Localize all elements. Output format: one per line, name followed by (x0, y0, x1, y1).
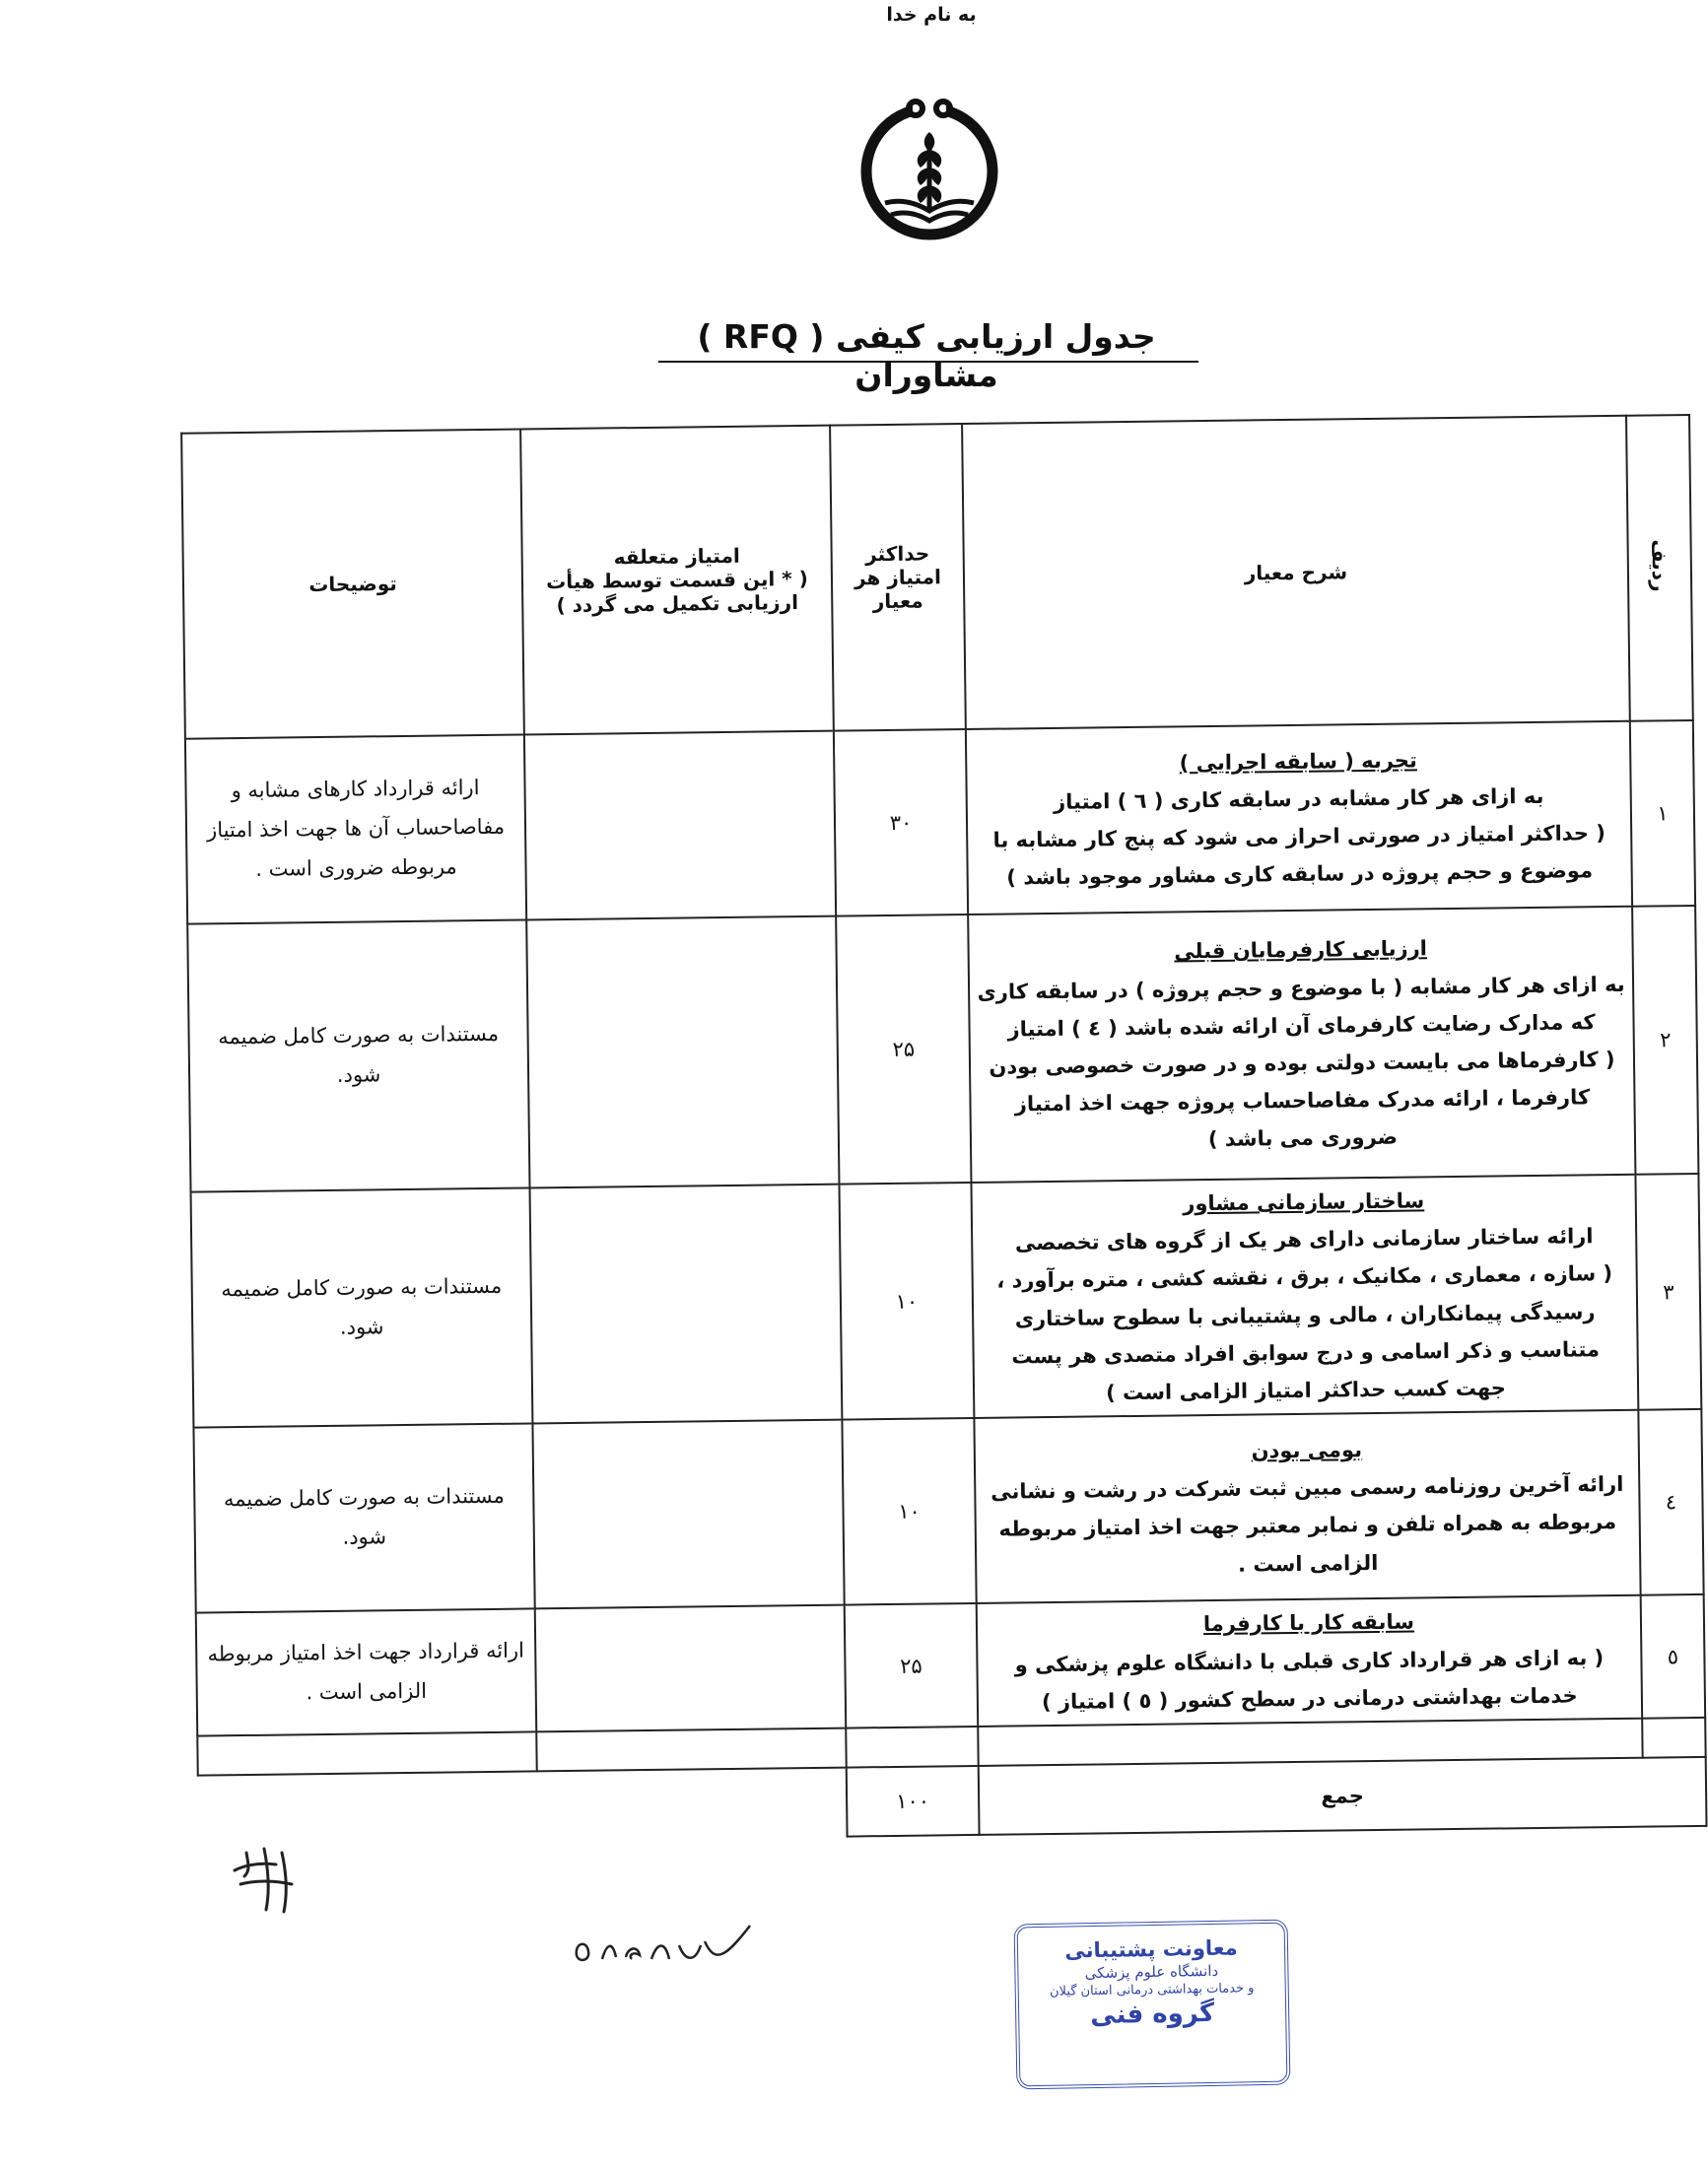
criterion-line: که مدارک رضایت کارفرمای آن ارائه شده باشد ( ٤ ) امتیاز (1007, 1010, 1596, 1042)
criterion-line: خدمات بهداشتی درمانی در سطح کشور ( ٥ ) امتیاز ) (1041, 1683, 1578, 1714)
criterion-line: به ازای هر کار مشابه در سابقه کاری ( ٦ ) امتیاز (1053, 783, 1544, 814)
evaluation-table (180, 414, 1707, 1846)
spacer-cell (197, 1731, 536, 1775)
spacer-cell (536, 1728, 846, 1772)
row-number: ۱ (1630, 720, 1695, 907)
criterion-description (977, 1595, 1642, 1727)
max-score: ۲۵ (845, 1603, 979, 1728)
row-number: ۲ (1632, 906, 1698, 1175)
criterion-line: ( سازه ، معماری ، مکانیک ، برق ، نقشه کشی ، متره برآورد ، (996, 1261, 1613, 1294)
notes-cell: مستندات به صورت کامل ضمیمه شود. (187, 919, 529, 1191)
stamp-line: و خدمات بهداشتی درمانی استان گیلان (1049, 1981, 1255, 1999)
table-row (193, 1409, 1703, 1613)
row-number: ۳ (1635, 1174, 1701, 1410)
table-row (187, 906, 1698, 1192)
spacer-cell (1642, 1718, 1705, 1758)
table-row (191, 1174, 1702, 1428)
criterion-description (971, 1175, 1638, 1419)
criterion-title: ارزیابی کارفرمایان قبلی (1174, 936, 1428, 964)
header-notes: توضیحات (181, 430, 524, 739)
header-assigned-score: امتیاز متعلقه ( * این قسمت توسط هیأت ارزیابی تکمیل می گردد ) (520, 426, 834, 735)
criterion-description (974, 1410, 1640, 1603)
assigned-score (535, 1605, 846, 1731)
stamp-line: معاونت پشتیبانی (1064, 1935, 1238, 1963)
table-row (196, 1594, 1705, 1735)
stamp-line: دانشگاه علوم پزشکی (1084, 1961, 1219, 1983)
official-stamp (1014, 1920, 1291, 2090)
max-score: ۲۵ (836, 915, 971, 1185)
notes-cell: مستندات به صورت کامل ضمیمه شود. (193, 1424, 534, 1613)
criterion-line: به ازای هر کار مشابه ( با موضوع و حجم پروژه ) در سابقه کاری (977, 972, 1625, 1004)
criterion-line: رسیدگی پیمانکاران ، مالی و پشتیبانی با سطوح ساختاری (1014, 1299, 1596, 1331)
assigned-score (526, 916, 839, 1188)
total-blank (198, 1768, 848, 1845)
row-number: ٥ (1641, 1594, 1706, 1718)
total-label: جمع (979, 1757, 1707, 1835)
title-underline (658, 361, 1198, 363)
criterion-line: ( حداکثر امتیاز در صورتی احراز می شود که پنج کار مشابه با (992, 821, 1606, 852)
criterion-line: ( کارفرماها می بایست دولتی بوده و در صورت خصوصی بودن (989, 1047, 1615, 1079)
criterion-line: ضروری می باشد ) (1207, 1125, 1399, 1152)
criterion-title: تجربه ( سابقه اجرایی ) (1179, 747, 1417, 775)
handwritten-number (567, 1912, 754, 1971)
notes-cell: مستندات به صورت کامل ضمیمه شود. (191, 1187, 533, 1427)
total-value: ۱۰۰ (847, 1766, 980, 1837)
university-emblem-icon (855, 95, 1003, 242)
criterion-title: بومی بودن (1251, 1438, 1363, 1463)
criterion-line: موضوع و حجم پروژه در سابقه کاری مشاور موجود باشد ) (1006, 858, 1594, 890)
criterion-line: ارائه ساختار سازمانی دارای هر یک از گروه های تخصصی (1014, 1224, 1594, 1255)
criterion-description (966, 721, 1632, 915)
max-score: ۱۰ (842, 1418, 976, 1605)
criterion-line: کارفرما ، ارائه مدرک مفاصاحساب پروژه جهت اخذ امتیاز (1014, 1085, 1591, 1117)
assigned-score (524, 731, 836, 920)
header-criterion-description: شرح معیار (962, 416, 1630, 729)
max-score: ۱۰ (839, 1183, 974, 1420)
criterion-description (968, 907, 1635, 1183)
bismillah-heading: به نام خدا (886, 4, 977, 26)
row-number: ٤ (1638, 1409, 1703, 1595)
criterion-line: ( به ازای هر قرارداد کاری قبلی با دانشگاه علوم پزشکی و (1014, 1645, 1605, 1676)
criterion-line: الزامی است . (1237, 1550, 1379, 1577)
criterion-title: ساختار سازمانی مشاور (1183, 1188, 1425, 1216)
spacer-cell (846, 1727, 978, 1768)
notes-cell: ارائه قرارداد جهت اخذ امتیاز مربوطه الزامی است . (196, 1609, 536, 1736)
header-row-number: ردیف (1626, 415, 1693, 721)
criterion-line: مربوطه به همراه تلفن و نمابر معتبر جهت اخذ امتیاز مربوطه (998, 1510, 1617, 1541)
max-score: ۳۰ (834, 729, 968, 916)
criterion-line: متناسب و ذکر اسامی و درج سوابق افراد متصدی هر پست (1011, 1337, 1601, 1369)
stamp-line: گروه فنی (1090, 1998, 1215, 2031)
criterion-line: ارائه آخرین روزنامه رسمی مبین ثبت شرکت در رشت و نشانی (991, 1472, 1624, 1504)
handwritten-mark (227, 1841, 306, 1920)
table-row (185, 720, 1695, 924)
criterion-line: جهت کسب حداکثر امتیاز الزامی است ) (1106, 1376, 1507, 1405)
table-header-row (181, 415, 1693, 739)
criterion-title: سابقه کار با کارفرما (1202, 1609, 1415, 1637)
header-max-score: حداکثر امتیاز هر معیار (830, 424, 966, 731)
assigned-score (530, 1185, 843, 1424)
page-title: جدول ارزیابی کیفی ( RFQ ) مشاوران (697, 317, 1156, 394)
assigned-score (532, 1420, 844, 1609)
notes-cell: ارائه قرارداد کارهای مشابه و مفاصاحساب آن ها جهت اخذ امتیاز مربوطه ضروری است . (185, 734, 526, 923)
